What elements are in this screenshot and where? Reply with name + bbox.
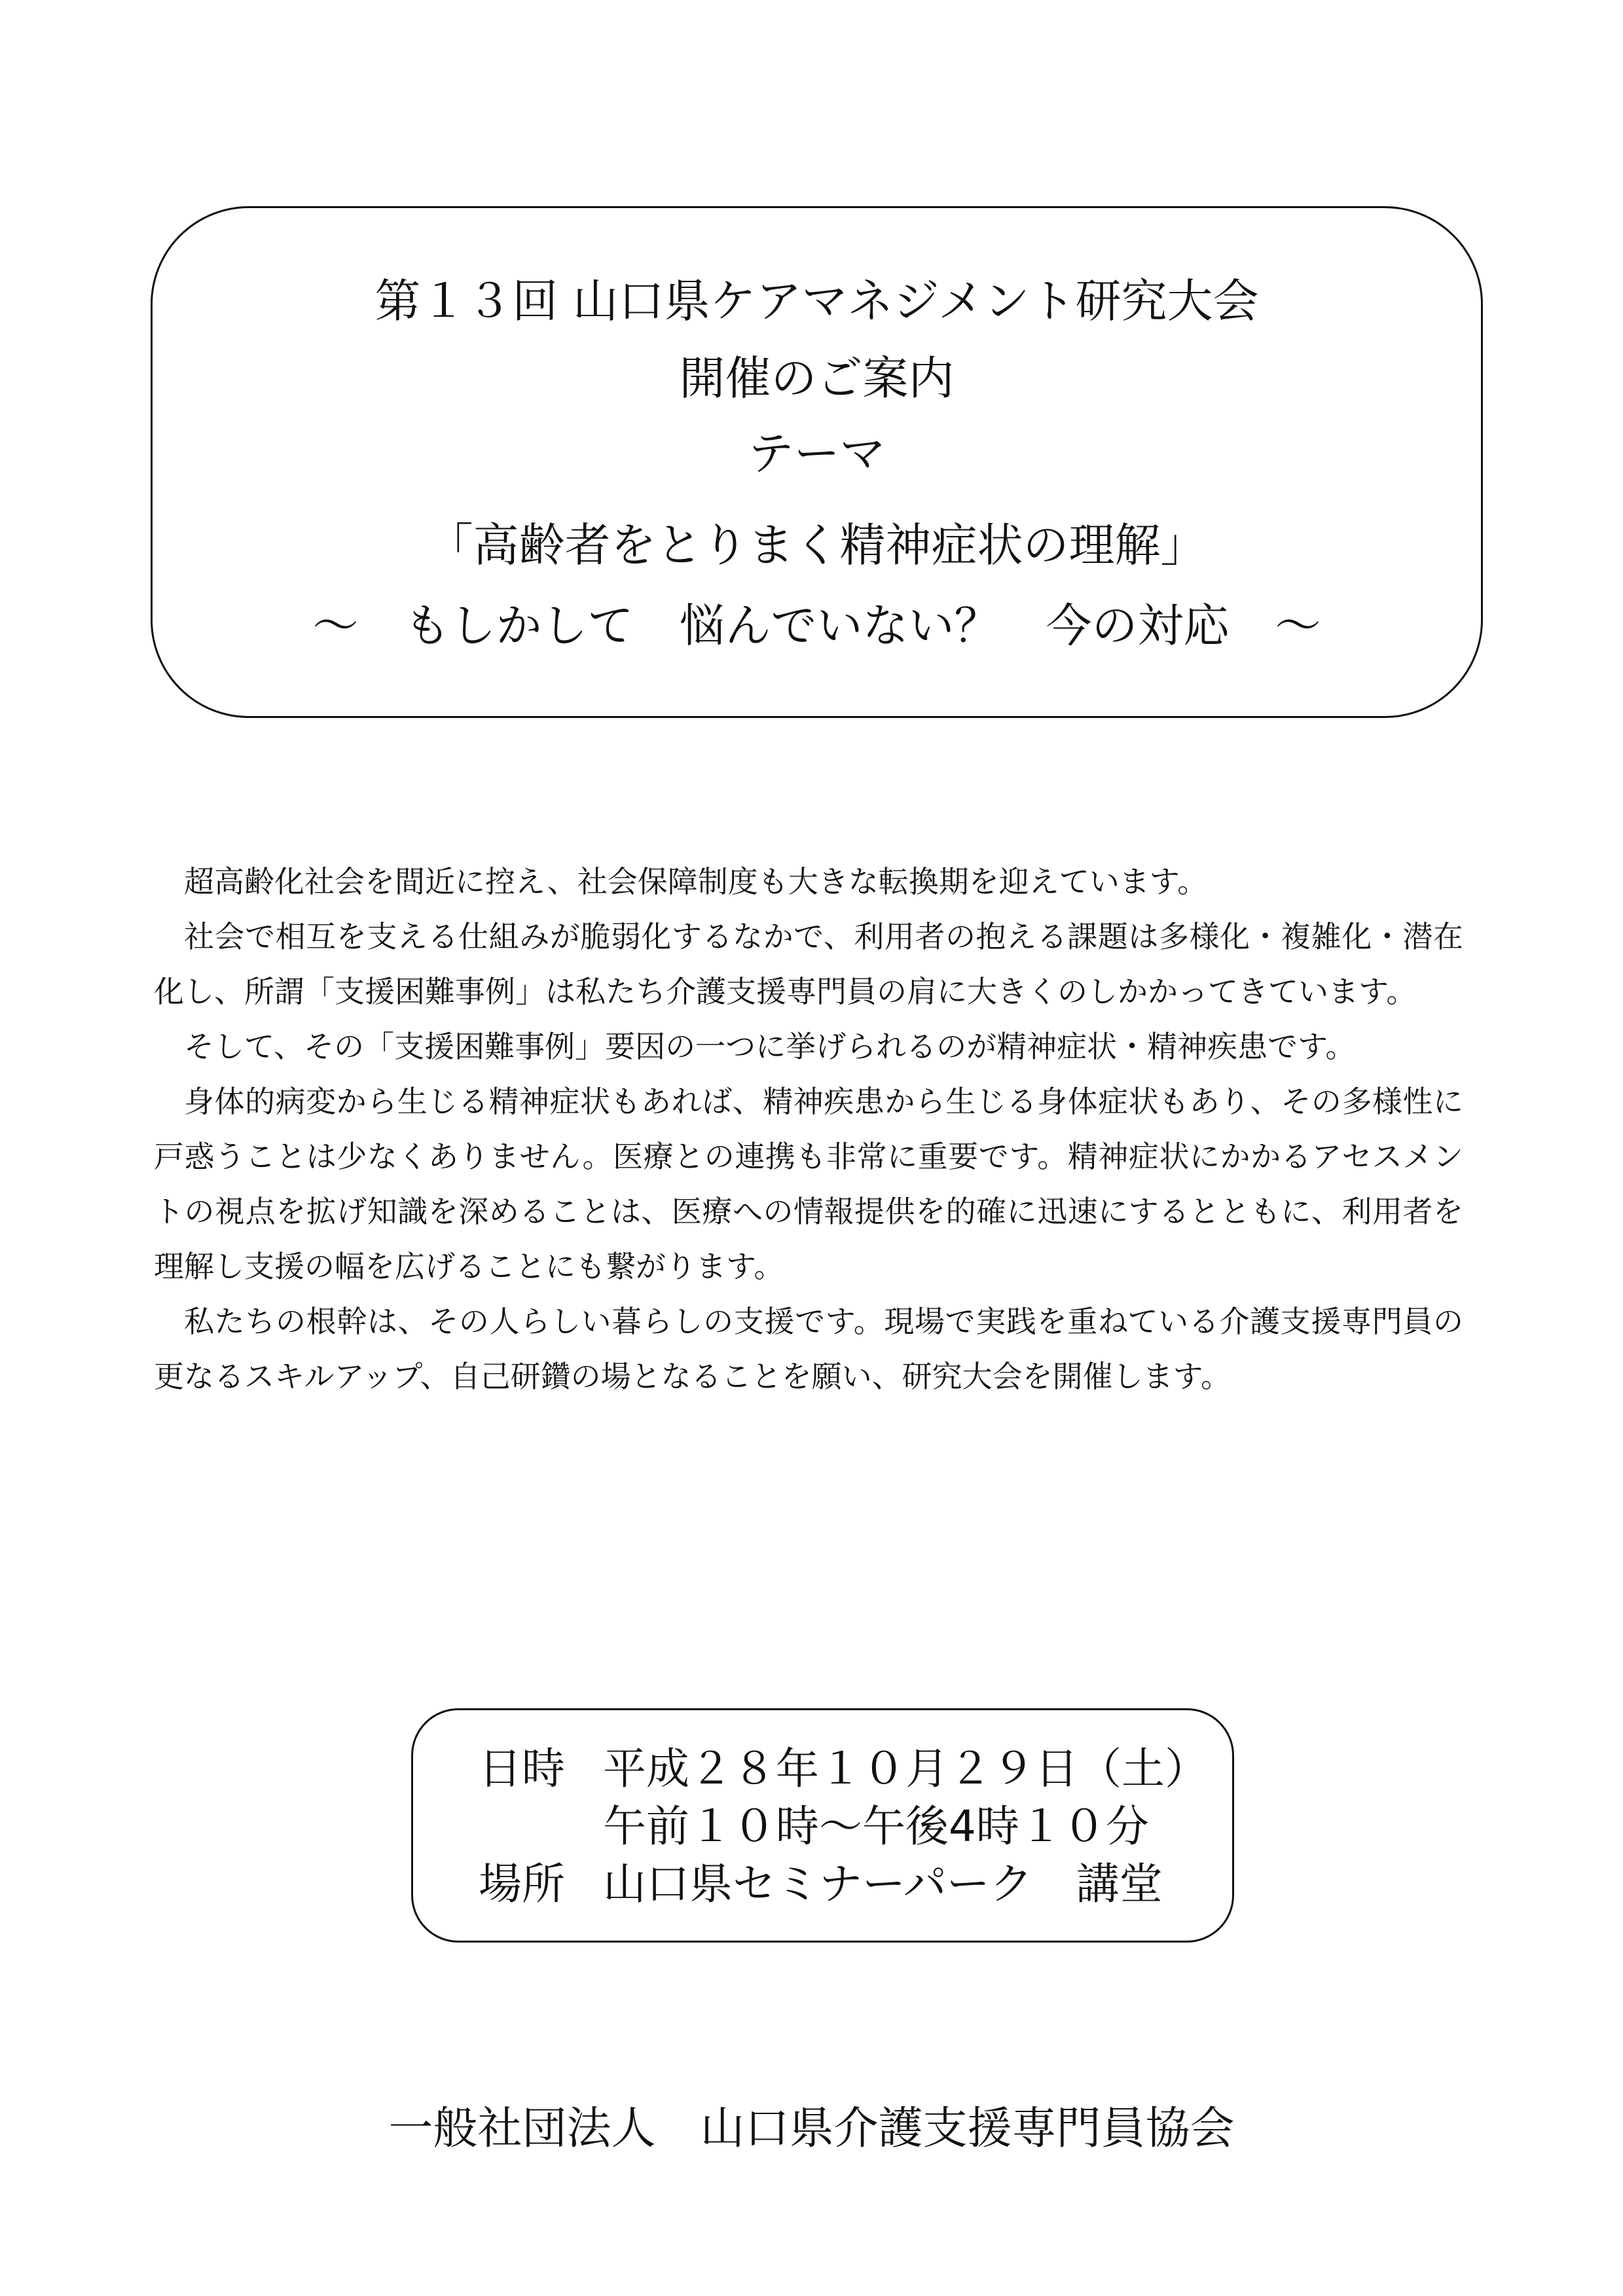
intro-paragraph: そして、その「支援困難事例」要因の一つに挙げられるのが精神症状・精神疾患です。 xyxy=(184,1029,1356,1064)
theme-label: テーマ xyxy=(748,427,886,480)
place-label: 場所 xyxy=(479,1859,565,1909)
event-title: 第１３回 山口県ケアマネジメント研究大会 xyxy=(374,274,1259,328)
theme-title: 「高齢者をとりまく精神症状の理解」 xyxy=(427,518,1207,572)
intro-paragraph: 私たちの根幹は、その人らしい暮らしの支援です。現場で実践を重ねている介護支援専門員の更なるスキルアップ、自己研鑽の場となることを願い、研究大会を開催します。 xyxy=(154,1304,1463,1394)
event-info-box xyxy=(411,1708,1234,1943)
date-label: 日時 xyxy=(479,1744,565,1794)
date-value: 平成２８年１０月２９日（土） xyxy=(603,1744,1208,1794)
intro-paragraph: 超高齢化社会を間近に控え、社会保障制度も大きな転換期を迎えています。 xyxy=(184,864,1208,899)
place-value: 山口県セミナーパーク 講堂 xyxy=(603,1859,1163,1909)
organizer-name: 一般社団法人 山口県介護支援専門員協会 xyxy=(388,2103,1235,2155)
intro-paragraph: 社会で相互を支える仕組みが脆弱化するなかで、利用者の抱える課題は多様化・複雑化・潜在化し、所謂「支援困難事例」は私たち介護支援専門員の肩に大きくのしかかってきています。 xyxy=(154,919,1463,1009)
time-value: 午前１０時～午後4時１０分 xyxy=(603,1801,1149,1852)
intro-paragraph: 身体的病変から生じる精神症状もあれば、精神疾患から生じる身体症状もあり、その多様性に戸惑うことは少なくありません。医療との連携も非常に重要です。精神症状にかかるアセスメントの視点を拡げ知識を深めることは、医療への情報提供を的確に迅速にするとともに、利用者を理解し支援の幅を広げることにも繋がります。 xyxy=(154,1084,1463,1284)
event-subtitle: 開催のご案内 xyxy=(679,351,955,405)
theme-subtitle: ～ もしかして 悩んでいない？ 今の対応 ～ xyxy=(312,599,1321,653)
intro-text xyxy=(154,854,1463,1404)
title-box xyxy=(151,206,1483,718)
